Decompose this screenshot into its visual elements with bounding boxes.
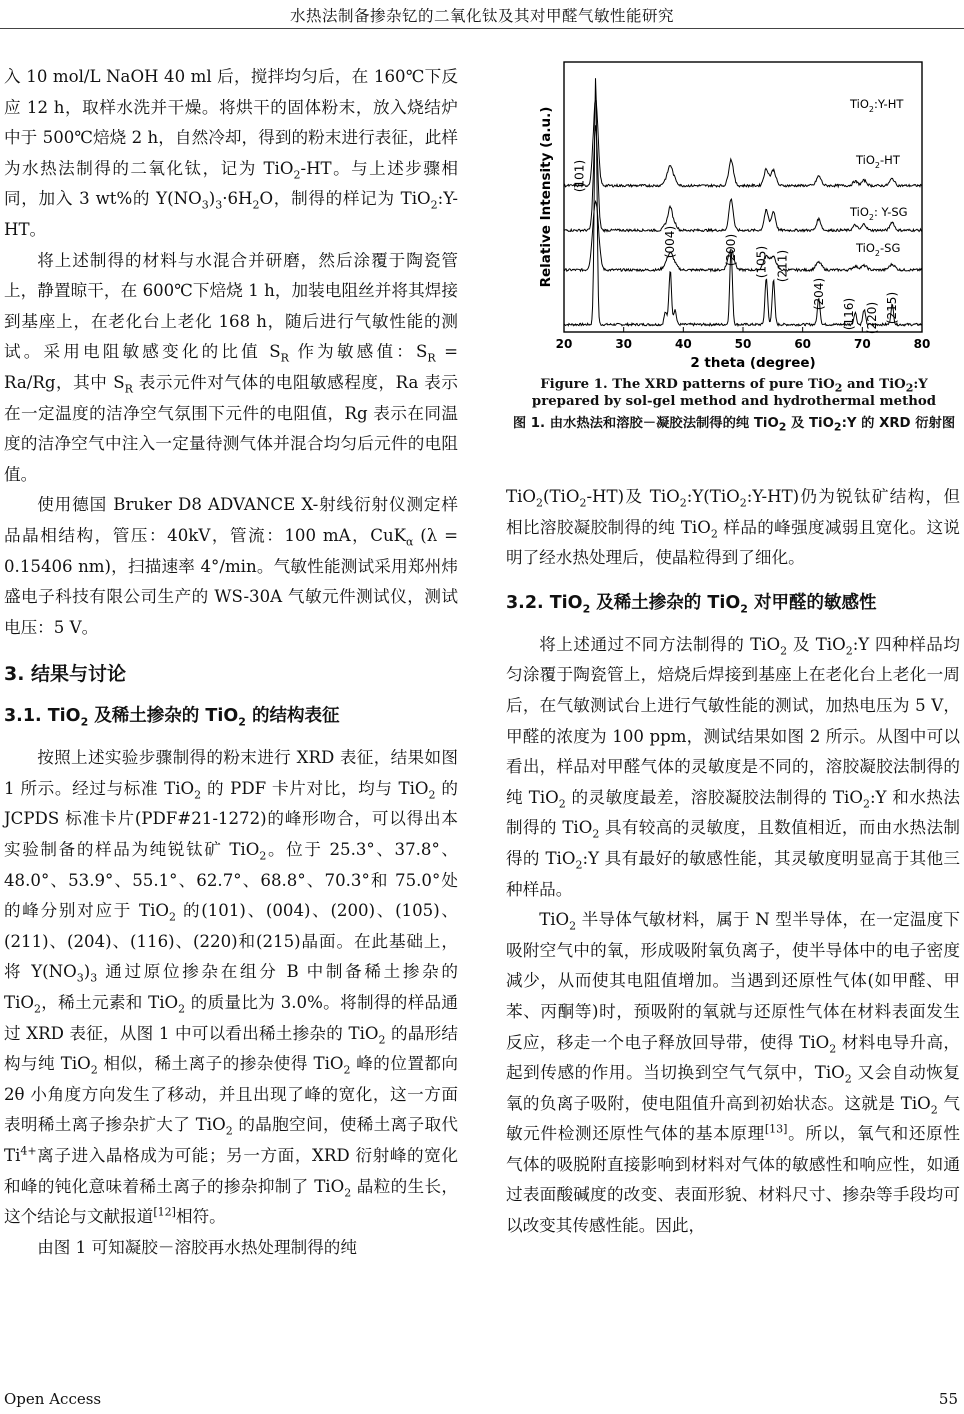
peak-label-4: (105) xyxy=(754,245,769,279)
right-paragraph-1: TiO$_2$(TiO$_2$-HT)及 TiO$_2$:Y(TiO$_2$:Y-HT)仍为锐钛矿结构，但相比溶胶凝胶制得的纯 TiO$_2$ 样品的峰强度减弱且宽化。这说明了经水热处理后，使晶粒得到了细化。 xyxy=(506,487,961,568)
page-number: 55 xyxy=(938,1390,958,1408)
x-tick-label-3: 40 xyxy=(674,337,692,351)
peak-label-1: (101) xyxy=(572,159,587,193)
left-paragraph-2: 将上述制得的材料与水混合并研磨，然后涂覆于陶瓷管上，静置晾干，在 600℃下焙烧 1 h，加装电阻丝并将其焊接到基座上，在老化台上老化 168 h，随后进行气敏性能的测试。采用电阻敏感变化的比值 $S_R$ 作为敏感值：$S_R = Ra/Rg$，其中 $S_R$ 表示元件对气体的电阻敏感程度，Ra 表示在一定温度的洁净空气氛围下元件的电阻值，Rg 表示在同温度的洁净空气中注入一定量待测气体并混合均匀后元件的电阻值。 xyxy=(4,250,458,484)
series-label-2: TiO$_2$: Y-SG xyxy=(850,205,908,222)
x-tick-label-2: 30 xyxy=(615,337,633,351)
section-heading-3: 3. 结果与讨论 xyxy=(4,663,127,686)
figure-caption-zh: 图 1. 由水热法和溶胶－凝胶法制得的纯 TiO$_2$ 及 TiO$_2$:Y 的 XRD 衍射图 xyxy=(512,416,956,434)
right-paragraph-3: TiO$_2$ 半导体气敏材料，属于 N 型半导体，在一定温度下吸附空气中的氧，形成吸附氧负离子，使半导体中的电子密度减少，从而使其电阻值增加。当遇到还原性气体(如甲醛、甲苯、丙酮等)时，预吸附的氧就与还原性气体在材料表面发生反应，移走一个电子释放回导带，使得 TiO$_2$ 材料电导升高，起到传感的作用。当切换到空气气氛中，TiO$_2$ 又会自动恢复氧的负离子吸附，使电阻值升高到初始状态。这就是 TiO$_2$ 气敏元件检测还原性气体的基本原理[13]。所以，氧气和还原性气体的吸脱附直接影响到材料对气体的敏感性和响应性，如通过表面酸碱度的改变、表面形貌、材料尺寸、掺杂等手段均可以改变其传感性能。因此， xyxy=(506,910,960,1236)
peak-label-2: (004) xyxy=(663,225,678,259)
left-paragraph-1: 入 10 mol/L NaOH 40 ml 后，搅拌均匀后，在 160℃下反应 12 h，取样水洗并干燥。将烘干的固体粉末，放入烧结炉中于 500℃焙烧 2 h，自然冷却，得到的粉末进行表征，此样为水热法制得的二氧化钛，记为 TiO$_2$-HT。与上述步骤相同，加入 3 wt%的 $Y(NO_3)_3\cdot 6H_2O$，制得的样记为 TiO$_2$:Y-HT。 xyxy=(4,67,459,239)
left-paragraph-3: 使用德国 Bruker D8 ADVANCE X-射线衍射仪测定样品晶相结构，管压：40kV，管流：100 mA，CuK$_\alpha$ (λ = 0.15406 nm)，扫描速率 4°/min。气敏性能测试采用郑州炜盛电子科技有限公司生产的 WS-30A 气敏元件测试仪，测试电压：5 V。 xyxy=(4,495,458,637)
x-tick-label-4: 50 xyxy=(734,337,752,351)
subsection-heading-3-1: 3.1. TiO$_2$ 及稀土掺杂的 TiO$_2$ 的结构表征 xyxy=(4,706,340,729)
x-axis-label: 2 theta (degree) xyxy=(690,355,816,370)
series-label-1: TiO$_2$-SG xyxy=(856,241,901,258)
peak-label-6: (204) xyxy=(811,277,826,311)
series-line-1 xyxy=(564,78,922,326)
header-rule xyxy=(0,28,964,29)
left-paragraph-5: 由图 1 可知凝胶－溶胶再水热处理制得的纯 xyxy=(37,1237,357,1257)
peak-label-3: (200) xyxy=(724,233,739,267)
running-header: 水热法制备掺杂钇的二氧化钛及其对甲醛气敏性能研究 xyxy=(289,7,674,25)
y-axis-label: Relative Intensity (a.u.) xyxy=(538,106,554,288)
peak-label-7: (116) xyxy=(842,297,857,331)
left-paragraph-4: 按照上述实验步骤制得的粉末进行 XRD 表征，结果如图 1 所示。经过与标准 TiO$_2$ 的 PDF 卡片对比，均与 TiO$_2$ 的 JCPDS 标准卡片(PDF#21-1272)的峰形吻合，可以得出本实验制备的样品为纯锐钛矿 TiO$_2$。位于 25.3°、37.8°、48.0°、53.9°、55.1°、62.7°、68.8°、70.3°和 75.0°处的峰分别对应于 TiO$_2$ 的(101)、(004)、(200)、(105)、(211)、(204)、(116)、(220)和(215)晶面。在此基础上，将 $Y(NO_3)_3$ 通过原位掺杂在组分 B 中制备稀土掺杂的 TiO$_2$，稀土元素和 TiO$_2$ 的质量比为 3.0%。将制得的样品通过 XRD 表征，从图 1 中可以看出稀土掺杂的 TiO$_2$ 的晶形结构与纯 TiO$_2$ 相似，稀土离子的掺杂使得 TiO$_2$ 峰的位置都向 2θ 小角度方向发生了移动，并且出现了峰的宽化，这一方面表明稀土离子掺杂扩大了 TiO$_2$ 的晶胞空间，使稀土离子取代 $Ti^{4+}$离子进入晶格成为可能；另一方面，XRD 衍射峰的宽化和峰的钝化意味着稀土离子的掺杂抑制了 TiO$_2$ 晶粒的生长，这个结论与文献报道[12]相符。 xyxy=(4,748,458,1227)
footer-open-access: Open Access xyxy=(4,1390,102,1408)
x-tick-label-6: 70 xyxy=(853,337,871,351)
x-tick-label-5: 60 xyxy=(794,337,812,351)
peak-label-5: (211) xyxy=(775,249,790,283)
right-column xyxy=(506,482,960,1242)
figure-caption-en: Figure 1. The XRD patterns of pure TiO$_2$ and TiO$_2$:Y prepared by sol-gel method and hydrothermal method xyxy=(531,377,937,409)
xrd-chart xyxy=(506,52,962,370)
series-label-4: TiO$_2$:Y-HT xyxy=(850,97,904,114)
left-column xyxy=(4,62,458,1263)
subsection-heading-3-2: 3.2. TiO$_2$ 及稀土掺杂的 TiO$_2$ 对甲醛的敏感性 xyxy=(506,592,877,616)
series-label-3: TiO$_2$-HT xyxy=(856,153,900,170)
x-tick-label-1: 20 xyxy=(555,337,573,351)
right-paragraph-2: 将上述通过不同方法制得的 TiO$_2$ 及 TiO$_2$:Y 四种样品均匀涂覆于陶瓷管上，焙烧后焊接到基座上在老化台上老化一周后，在气敏测试台上进行气敏性能的测试，加热电压为 5 V，甲醛的浓度为 100 ppm，测试结果如图 2 所示。从图中可以看出，样品对甲醛气体的灵敏度是不同的，溶胶凝胶法制得的纯 TiO$_2$ 的灵敏度最差，溶胶凝胶法制得的 TiO$_2$:Y 和水热法制得的 TiO$_2$ 具有较高的灵敏度，且数值相近，而由水热法制得的 TiO$_2$:Y 具有最好的敏感性能，其灵敏度明显高于其他三种样品。 xyxy=(506,634,960,899)
figure-1 xyxy=(506,52,962,433)
x-tick-label-7: 80 xyxy=(913,337,931,351)
peak-label-8: (220) xyxy=(865,301,880,335)
peak-label-9: (215) xyxy=(885,291,900,325)
